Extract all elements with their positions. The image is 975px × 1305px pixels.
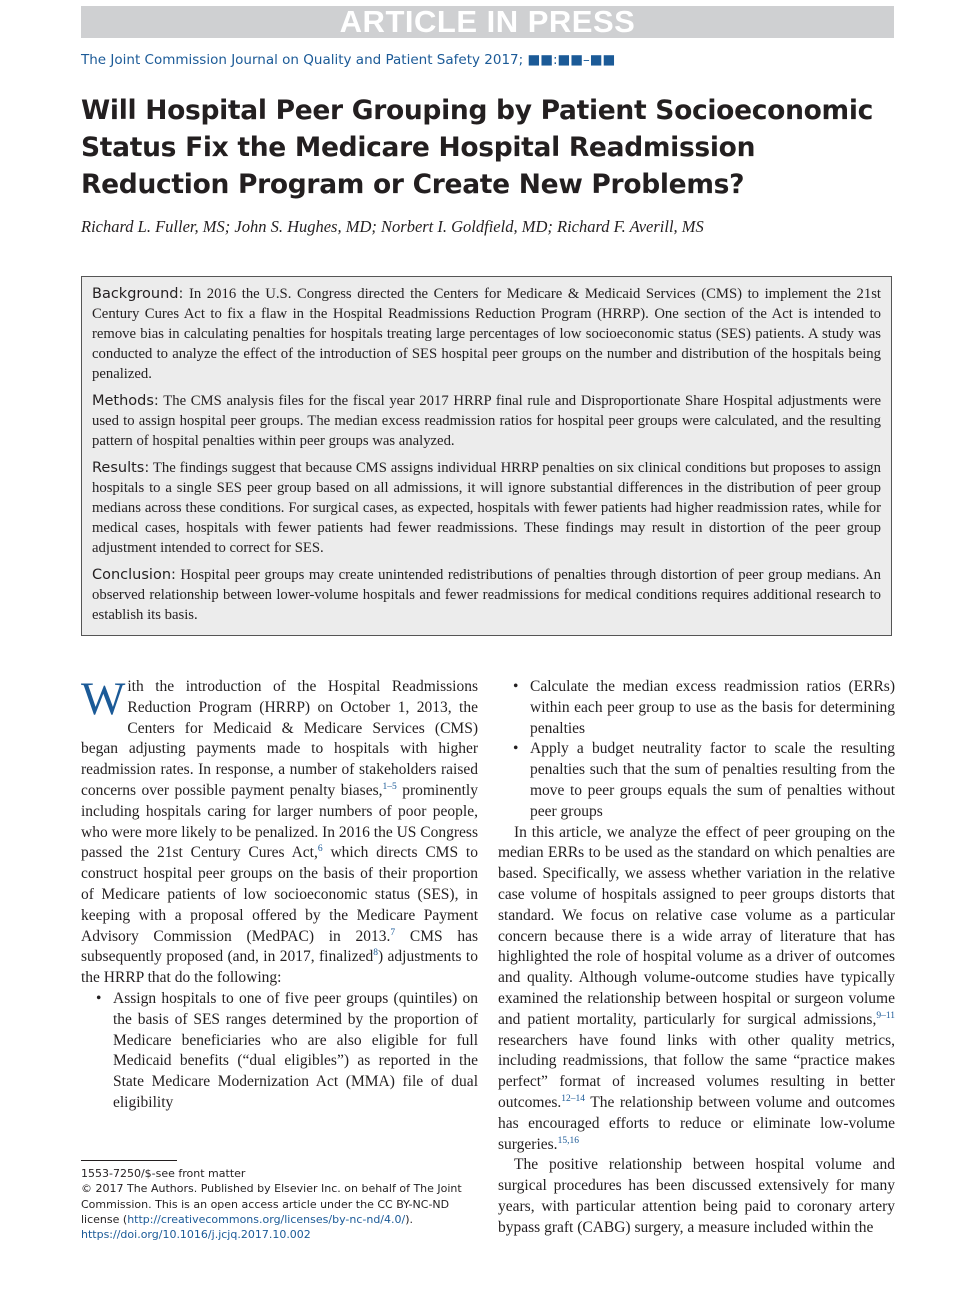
abstract-results bbox=[92, 458, 881, 558]
analysis-text-2: researchers have found links with other quality metrics, including readmissions, that follow the same “practice makes perfect” format of increased volumes resulting in better outcomes. bbox=[498, 1031, 895, 1111]
list-item bbox=[81, 989, 478, 1114]
citation-link[interactable]: 7 bbox=[390, 927, 396, 938]
bullet-icon: • bbox=[513, 740, 519, 758]
abstract-methods bbox=[92, 391, 881, 451]
copyright-text: © 2017 The Authors. Published by Elsevier Inc. on behalf of The Joint Commission. This is an open access article under the CC BY-NC-ND license ( bbox=[81, 1182, 462, 1226]
abstract-conclusion bbox=[92, 565, 881, 625]
license-link[interactable]: http://creativecommons.org/licenses/by-nc-nd/4.0/ bbox=[127, 1212, 406, 1226]
list-item-text: Assign hospitals to one of five peer groups (quintiles) on the basis of SES ranges determined by the proportion of Medicare beneficiaries who are also eligible for full Medicaid benefits (“dual eligibles”) as reported in the State Medicare Modernization Act (MMA) file of dual eligibility bbox=[113, 989, 478, 1111]
abstract-box bbox=[81, 276, 892, 636]
adjustment-list bbox=[81, 989, 478, 1114]
footnote-divider bbox=[81, 1160, 177, 1161]
article-in-press-banner: ARTICLE IN PRESS bbox=[81, 6, 894, 38]
intro-text-1: ith the introduction of the Hospital Readmissions Reduction Program (HRRP) on October 1, 2013, the Centers for Medicaid & Medicare Services (CMS) began adjusting payments made to hospitals with higher readmission rates. In response, a number of stakeholders raised concerns over possible payment penalty biases, bbox=[81, 678, 478, 799]
journal-name: The Joint Commission Journal on Quality and Patient Safety 2017; bbox=[81, 52, 528, 68]
list-item bbox=[498, 677, 895, 739]
intro-text-2: prominently including hospitals caring for larger numbers of poor people, who were more likely to be penalized. In 2016 the US Congress passed the 21st Century Cures Act, bbox=[81, 781, 478, 862]
copyright-line bbox=[81, 1181, 481, 1227]
analysis-text-1: In this article, we analyze the effect of peer grouping on the median ERRs to be used as the standard on which penalties are based. Specifically, we assess whether variation in the relative case volume of hospitals assigned to peer groups distorts that standard. We focus on relative case volume as a particular concern because there is a wide array of literature that has highlighted the role of hospital volume as a driver of outcomes and quality. Although volume-outcome studies have typically examined the relationship between hospital or surgeon volume and patient mortality, particularly for surgical admissions, bbox=[498, 823, 895, 1028]
abstract-background bbox=[92, 284, 881, 384]
intro-text-5: ) adjustments to the HRRP that do the following: bbox=[81, 948, 478, 987]
abstract-results-text: The findings suggest that because CMS assigns individual HRRP penalties on six clinical conditions but proposes to assign hospitals to a single SES peer group based on all admissions, it will ignore substantial differences in the distribution of peer group medians across these conditions. For surgical cases, as expected, hospitals with fewer patients had higher readmission rates, while for medical cases, hospitals with fewer patients had fewer readmissions. These findings may result in distortion of the peer group adjustment intended to correct for SES. bbox=[92, 460, 881, 556]
issn-line: 1553-7250/$-see front matter bbox=[81, 1167, 246, 1180]
abstract-background-text: In 2016 the U.S. Congress directed the Centers for Medicare & Medicaid Services (CMS) to implement the 21st Century Cures Act to fix a flaw in the Hospital Readmissions Reduction Program (HRRP). One section of the Act is intended to remove bias in calculating penalties for hospitals treating large percentages of low socioeconomic status (SES) patients. A study was conducted to analyze the effect of the introduction of SES hospital peer groups on the number and distribution of the hospitals being penalized. bbox=[92, 286, 882, 382]
citation-link[interactable]: 6 bbox=[317, 844, 323, 855]
abstract-methods-text: The CMS analysis files for the fiscal year 2017 HRRP final rule and Disproportionate Share Hospital adjustments were used to assign hospital peer groups. The median excess readmission ratios for hospital peer groups were calculated, and the resulting pattern of hospital penalties within peer groups was analyzed. bbox=[92, 393, 881, 449]
volume-paragraph: The positive relationship between hospital volume and surgical procedures has been discussed extensively for many years, with particular attention being paid to coronary artery bypass graft (CABG) surgery, a measure included within the bbox=[498, 1156, 895, 1236]
body-column-left bbox=[81, 673, 479, 1114]
list-item bbox=[498, 739, 895, 822]
abstract-conclusion-label: Conclusion: bbox=[92, 567, 176, 583]
analysis-paragraph bbox=[498, 823, 895, 1156]
body-column-right bbox=[498, 677, 895, 1239]
intro-text-4: CMS has subsequently proposed (and, in 2017, finalized bbox=[81, 927, 479, 966]
bullet-icon: • bbox=[513, 678, 519, 695]
article-title: Will Hospital Peer Grouping by Patient Socioeconomic Status Fix the Medicare Hospital Readmission Reduction Program or Create New Problems? bbox=[81, 95, 874, 200]
adjustment-list-continued bbox=[498, 677, 895, 823]
author-list: Richard L. Fuller, MS; John S. Hughes, MD; Norbert I. Goldfield, MD; Richard F. Averill, MS bbox=[81, 217, 704, 236]
abstract-background-label: Background: bbox=[92, 286, 184, 302]
abstract-conclusion-text: Hospital peer groups may create unintended redistributions of penalties through distortion of peer group medians. An observed relationship between lower-volume hospitals and fewer readmissions for medical conditions requires additional research to establish its basis. bbox=[92, 567, 881, 623]
citation-link[interactable]: 9–11 bbox=[876, 1010, 895, 1021]
abstract-results-label: Results: bbox=[92, 460, 150, 476]
citation-link[interactable]: 15,16 bbox=[557, 1135, 579, 1146]
list-item-text: Apply a budget neutrality factor to scale the resulting penalties such that the sum of penalties resulting from the move to peer groups equals the sum of penalties without peer groups bbox=[530, 740, 895, 820]
copyright-end: ). bbox=[405, 1212, 414, 1226]
citation-link[interactable]: 12–14 bbox=[561, 1093, 586, 1104]
citation-link[interactable]: 8 bbox=[373, 948, 378, 959]
list-item-text: Calculate the median excess readmission ratios (ERRs) within each peer group to use as the basis for determining penalties bbox=[530, 678, 895, 737]
intro-text-3: which directs CMS to construct hospital peer groups on the basis of their proportion of Medicare patients of low socioeconomic status (SES), in keeping with a proposal offered by the Medicare Payment Advisory Commission (MedPAC) in 2013. bbox=[81, 844, 478, 945]
abstract-methods-label: Methods: bbox=[92, 393, 159, 409]
footnote bbox=[81, 1166, 481, 1242]
journal-pages: ■■:■■–■■ bbox=[527, 52, 616, 68]
doi-link[interactable]: https://doi.org/10.1016/j.jcjq.2017.10.002 bbox=[81, 1228, 311, 1242]
analysis-text-3: The relationship between volume and outcomes has encouraged efforts to reduce or eliminate low-volume surgeries. bbox=[498, 1093, 895, 1153]
intro-paragraph bbox=[81, 673, 479, 989]
citation-link[interactable]: 1–5 bbox=[382, 781, 397, 792]
drop-cap: W bbox=[81, 673, 126, 725]
journal-citation bbox=[81, 52, 615, 68]
bullet-icon: • bbox=[96, 989, 102, 1007]
